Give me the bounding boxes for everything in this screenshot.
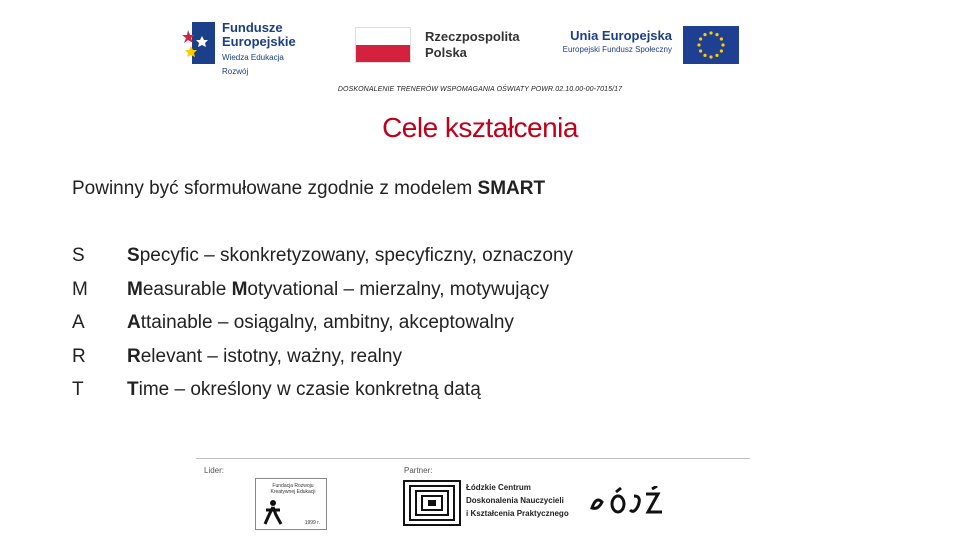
partner-text-line: i Kształcenia Praktycznego [466,509,569,518]
eu-star-icon [721,43,724,46]
walking-figure-icon [262,499,284,525]
rp-line1: Rzeczpospolita [425,29,520,44]
eu-star-icon [703,54,706,57]
smart-letter: A [72,312,85,333]
smart-definitions-column [127,245,573,413]
eu-star-icon [699,37,702,40]
project-code-line: DOSKONALENIE TRENERÓW WSPOMAGANIA OŚWIATY POWR.02.10.00-00-7015/17 [337,86,623,93]
smart-rest: elevant – istotny, ważny, realny [140,345,402,367]
lider-logo [255,478,327,530]
rp-line2: Polska [425,45,467,60]
rzeczpospolita-polska-logo [355,27,520,65]
eu-star-icon [703,33,706,36]
smart-rest: ttainable – osiągalny, ambitny, akceptowalny [140,312,514,333]
partner-label: Partner: [404,466,433,475]
ue-line2: Europejski Fundusz Społeczny [562,45,672,54]
smart-letter: M [72,278,88,300]
eu-star-icon [709,55,712,58]
eu-star-icon [715,33,718,36]
eu-star-icon [699,49,702,52]
smart-lead: S [127,245,140,266]
eu-star-icon [715,54,718,57]
subtitle-text: Powinny być sformułowane zgodnie z modelem [72,178,478,199]
fe-line1: Fundusze [222,20,283,35]
smart-lead: M [127,278,143,300]
smart-definition [127,346,573,380]
ue-line1: Unia Europejska [570,28,672,43]
smart-lead: T [127,379,139,400]
fe-line3: Wiedza Edukacja Rozwój [222,53,284,76]
smart-definition [127,312,573,346]
fundusze-europejskie-logo [182,18,300,76]
smart-lead: M [231,278,248,300]
fundusze-europejskie-stars-icon [182,18,218,68]
eu-flag-icon [683,26,739,64]
ldn-concentric-squares-icon [403,480,461,526]
lider-logo-caption: Fundacja Rozwoju Kreatywnej Edukacji [270,483,316,495]
lodz-city-logo-icon [588,486,668,518]
eu-star-icon [709,31,712,34]
smart-letter: R [72,345,86,367]
smart-lead: A [127,312,141,333]
smart-letter: T [72,379,84,400]
smart-letters-column [72,245,88,413]
smart-rest: ime – określony w czasie konkretną datą [138,379,481,400]
subtitle-bold: SMART [477,178,546,199]
smart-definition [127,379,573,413]
smart-lead: R [127,345,141,367]
smart-definition [127,279,573,313]
fe-line2: Europejskie [222,34,296,49]
lider-label: Lider: [204,466,225,475]
partner-text-line: Łódzkie Centrum [466,483,531,492]
smart-letter: S [72,245,85,266]
footer-divider [196,458,750,459]
partner-text-line: Doskonalenia Nauczycieli [466,496,564,505]
eu-star-icon [720,37,723,40]
smart-rest: pecyfic – skonkretyzowany, specyficzny, oznaczony [139,245,574,266]
smart-rest: easurable [142,278,232,300]
eu-star-icon [697,43,700,46]
smart-definition [127,245,573,279]
partner-logo-text [466,481,569,520]
unia-europejska-logo [552,26,742,66]
poland-flag-icon [355,27,411,63]
smart-rest: otyvational – mierzalny, motywujący [247,278,550,300]
eu-star-icon [720,49,723,52]
subtitle [72,178,545,200]
lider-logo-year: 1999 r. [304,520,320,526]
page-title: Cele kształcenia [382,112,578,143]
